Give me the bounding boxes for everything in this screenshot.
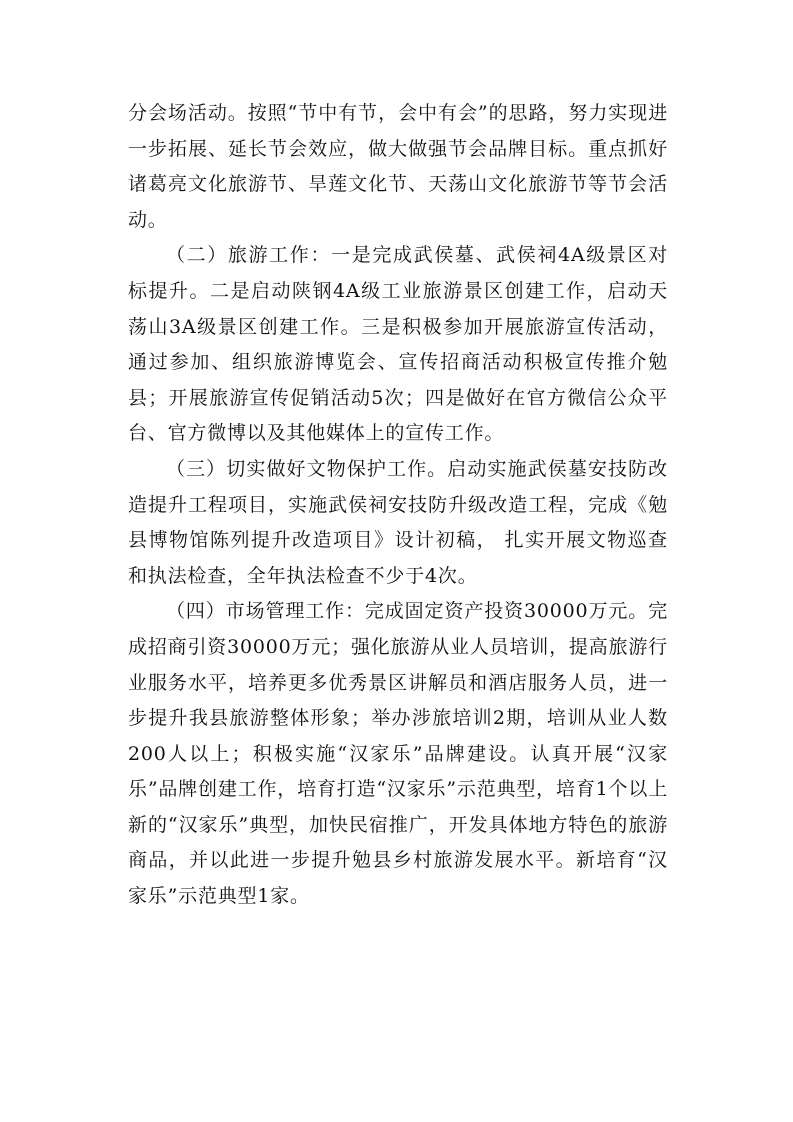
paragraph-continuation: 分会场活动。按照“节中有节，会中有会”的思路，努力实现进一步拓展、延长节会效应，做大做强节会品牌目标。重点抓好诸葛亮文化旅游节、旱莲文化节、天荡山文化旅游节等节会活动。 xyxy=(128,102,668,231)
paragraph-heritage-protection: （三）切实做好文物保护工作。启动实施武侯墓安技防改造提升工程项目，实施武侯祠安技防升级改造工程，完成《勉县博物馆陈列提升改造项目》设计初稿， 扎实开展文物巡查和执法检查，全年执法检查不少于4次。 xyxy=(128,457,668,587)
paragraph-market-management: （四）市场管理工作：完成固定资产投资30000万元。完成招商引资30000万元；强化旅游从业人员培训，提高旅游行业服务水平，培养更多优秀景区讲解员和酒店服务人员，进一步提升我县旅游整体形象；举办涉旅培训2期，培训从业人数200人以上；积极实施“汉家乐”品牌建设。认真开展“汉家乐”品牌创建工作，培育打造“汉家乐”示范典型，培育1个以上新的“汉家乐”典型，加快民宿推广，开发具体地方特色的旅游商品，并以此进一步提升勉县乡村旅游发展水平。新培育“汉家乐”示范典型1家。 xyxy=(128,600,668,908)
paragraph-tourism-work: （二）旅游工作：一是完成武侯墓、武侯祠4A级景区对标提升。二是启动陕钢4A级工业旅游景区创建工作，启动天荡山3A级景区创建工作。三是积极参加开展旅游宣传活动，通过参加、组织旅游博览会、宣传招商活动积极宣传推介勉县；开展旅游宣传促销活动5次；四是做好在官方微信公众平台、官方微博以及其他媒体上的宣传工作。 xyxy=(128,244,668,445)
document-body xyxy=(128,96,668,915)
